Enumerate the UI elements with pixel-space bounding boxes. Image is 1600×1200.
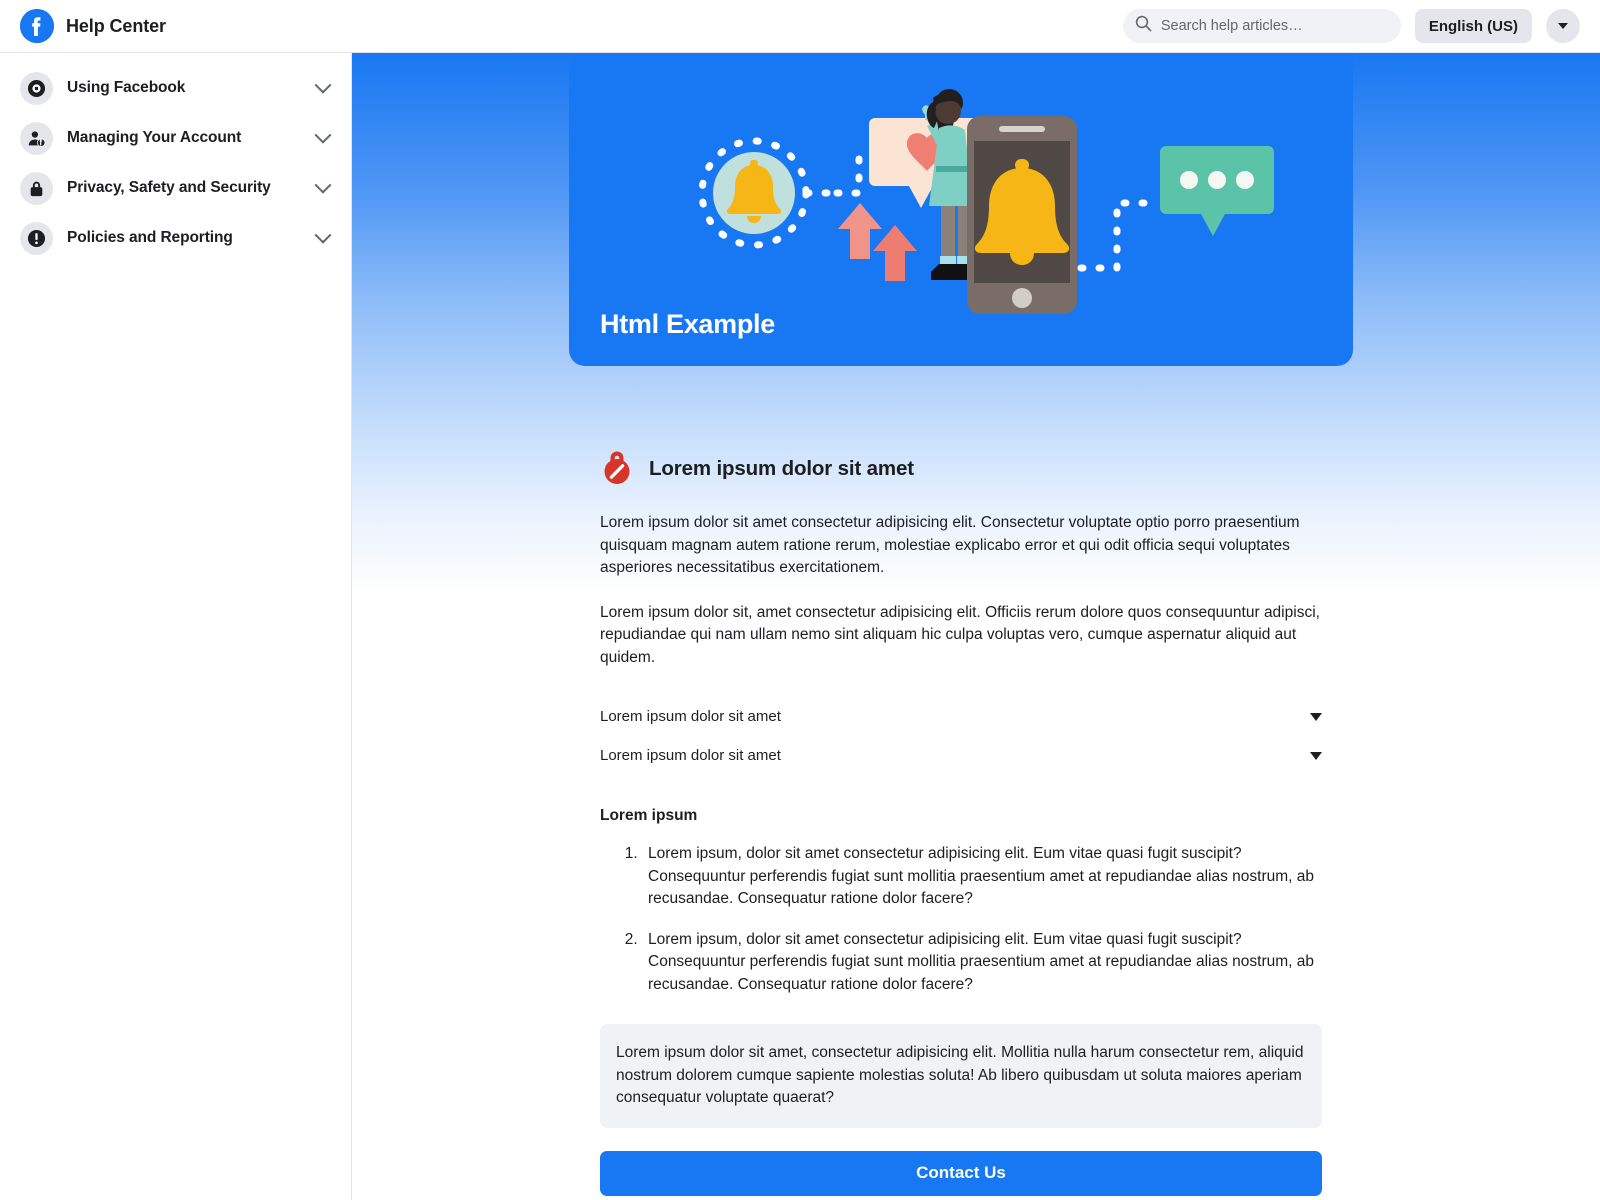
sidebar-item-privacy-safety-and-security[interactable]	[0, 163, 351, 213]
caret-down-icon	[1310, 713, 1322, 721]
sidebar-item-policies-and-reporting[interactable]	[0, 213, 351, 263]
accordion-row[interactable]	[600, 736, 1322, 775]
account-dropdown-button[interactable]	[1546, 9, 1580, 43]
language-button[interactable]: English (US)	[1415, 9, 1532, 43]
notification-bell-illustration	[569, 53, 1353, 348]
search-icon	[1135, 15, 1152, 37]
hero-title: Html Example	[600, 309, 775, 339]
accordion-label: Lorem ipsum dolor sit amet	[600, 708, 781, 725]
search-box[interactable]	[1123, 9, 1401, 43]
chevron-down-icon	[315, 77, 332, 94]
lock-slash-icon	[600, 447, 634, 490]
sidebar-item-label: Policies and Reporting	[67, 229, 233, 246]
chevron-down-icon	[315, 127, 332, 144]
numbered-list	[600, 843, 1322, 996]
article-paragraph: Lorem ipsum dolor sit, amet consectetur adipisicing elit. Officiis rerum dolore quos consequuntur adipisci, repudiandae qui nam ullam nemo sint aliquam hic culpa voluptas vero, cumque aspernatur aliquid aut quidem.	[600, 603, 1320, 666]
chat-bubble	[1160, 146, 1274, 236]
using-facebook-icon	[20, 72, 53, 105]
sidebar-item-label: Privacy, Safety and Security	[67, 179, 271, 196]
article-paragraph: Lorem ipsum dolor sit amet consectetur adipisicing elit. Consectetur voluptate optio porro praesentium quisquam magnam autem ratione rerum, molestiae explicabo error et qui odit officia sequi voluptates asperiores necessitatibus exercitationem.	[600, 514, 1300, 576]
caret-down-icon	[1310, 752, 1322, 760]
chevron-down-icon	[315, 227, 332, 244]
top-bar-actions	[1123, 9, 1600, 43]
list-heading: Lorem ipsum	[600, 807, 698, 824]
lock-icon	[20, 172, 53, 205]
sidebar-item-using-facebook[interactable]	[0, 63, 351, 113]
page-title: Lorem ipsum dolor sit amet	[649, 456, 914, 480]
hero-banner	[569, 53, 1353, 366]
facebook-logo-icon	[20, 9, 54, 43]
chevron-down-icon	[315, 177, 332, 194]
content-area	[352, 53, 1600, 1200]
article	[569, 366, 1353, 1200]
account-person-icon	[20, 122, 53, 155]
contact-us-button[interactable]: Contact Us	[600, 1151, 1322, 1196]
sidebar-item-label: Using Facebook	[67, 79, 186, 96]
brand-title: Help Center	[66, 15, 166, 36]
sidebar-item-label: Managing Your Account	[67, 129, 242, 146]
accordion-list	[600, 697, 1322, 775]
search-input[interactable]	[1161, 18, 1389, 34]
article-heading-row	[600, 447, 1322, 490]
sidebar-item-managing-your-account[interactable]	[0, 113, 351, 163]
list-item: 1. Lorem ipsum, dolor sit amet consectetur adipisicing elit. Eum vitae quasi fugit suscipit? Consequuntur perferendis fugiat sunt mollitia praesentium amet at repudiandae alias nostrum, ab recusandae. Consequatur ratione dolor facere?	[642, 843, 1322, 911]
brand[interactable]	[0, 9, 166, 43]
callout-box: Lorem ipsum dolor sit amet, consectetur adipisicing elit. Mollitia nulla harum consectetur rem, aliquid nostrum dolorem cumque sapiente molestias soluta! Ab libero quibusdam ut soluta maiores aperiam consequatur voluptate quaerat?	[600, 1024, 1322, 1128]
accordion-row[interactable]	[600, 697, 1322, 736]
exclamation-icon	[20, 222, 53, 255]
top-bar	[0, 0, 1600, 53]
sidebar	[0, 53, 352, 1200]
list-item: 2. Lorem ipsum, dolor sit amet consectetur adipisicing elit. Eum vitae quasi fugit suscipit? Consequuntur perferendis fugiat sunt mollitia praesentium amet at repudiandae alias nostrum, ab recusandae. Consequatur ratione dolor facere?	[642, 929, 1322, 997]
phone	[967, 116, 1077, 314]
chevron-down-icon	[1558, 23, 1568, 29]
accordion-label: Lorem ipsum dolor sit amet	[600, 747, 781, 764]
